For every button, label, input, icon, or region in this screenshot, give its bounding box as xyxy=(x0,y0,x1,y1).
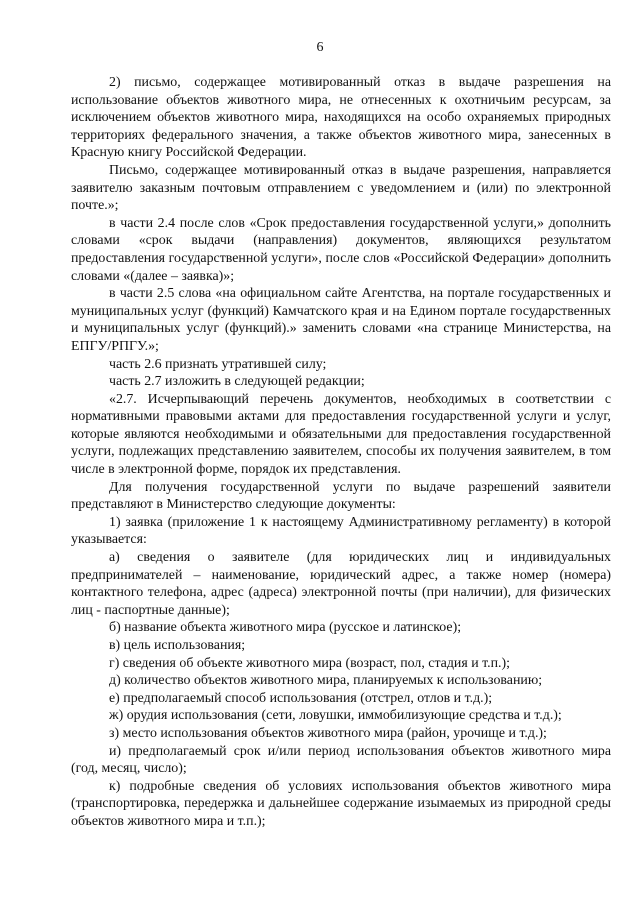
paragraph: и) предполагаемый срок и/или период использования объектов животного мира (год, месяц, число); xyxy=(71,743,611,777)
paragraph: з) место использования объектов животного мира (район, урочище и т.д.); xyxy=(109,725,547,741)
paragraph: Письмо, содержащее мотивированный отказ в выдаче разрешения, направляется заявителю заказным почтовым отправлением с уведомлением и (или) по электронной почте.»; xyxy=(71,162,611,214)
paragraph: ж) орудия использования (сети, ловушки, иммобилизующие средства и т.д.); xyxy=(109,708,562,724)
paragraph: е) предполагаемый способ использования (отстрел, отлов и т.д.); xyxy=(109,690,493,706)
paragraph: часть 2.7 изложить в следующей редакции; xyxy=(109,374,365,390)
paragraph: часть 2.6 признать утратившей силу; xyxy=(109,356,327,372)
paragraph: б) название объекта животного мира (русское и латинское); xyxy=(109,620,462,636)
paragraph: 1) заявка (приложение 1 к настоящему Административному регламенту) в которой указывается: xyxy=(71,514,611,548)
paragraph: к) подробные сведения об условиях использования объектов животного мира (транспортировка, передержка и дальнейшее содержание изымаемых из природной среды объектов животного мира и т.п.); xyxy=(71,778,611,829)
paragraph: а) сведения о заявителе (для юридических лиц и индивидуальных предпринимателей – наименование, юридический адрес, а также номер (номера) контактного телефона, адрес (адреса) электронной почты (при наличии), для физических лиц - паспортные данные); xyxy=(71,550,611,618)
paragraph: в части 2.5 слова «на официальном сайте Агентства, на портале государственных и муниципальных услуг (функций) Камчатского края и на Едином портале государственных и муниципальных услуг (функций).» заменить словами «на странице Министерства, на ЕПГУ/РПГУ.»; xyxy=(71,286,611,354)
paragraph: в) цель использования; xyxy=(109,638,246,653)
paragraph: г) сведения об объекте животного мира (возраст, пол, стадия и т.п.); xyxy=(109,655,511,671)
page-number: 6 xyxy=(316,40,324,55)
paragraph: в части 2.4 после слов «Срок предоставления государственной услуги,» дополнить словами «срок выдачи (направления) документов, являющихся результатом предоставления государственной услуги», после слов «Российской Федерации» дополнить словами «(далее – заявка)»; xyxy=(71,215,611,284)
paragraph: д) количество объектов животного мира, планируемых к использованию; xyxy=(109,673,543,689)
paragraph: «2.7. Исчерпывающий перечень документов, необходимых в соответствии с нормативными правовыми актами для предоставления государственной услуги и услуг, которые являются необходимыми и обязательными для предоставления государственной услуги, подлежащих представлению заявителем, способы их получения заявителем, в том числе в электронной форме, порядок их представления. xyxy=(71,391,611,478)
paragraph: Для получения государственной услуги по выдаче разрешений заявители представляют в Министерство следующие документы: xyxy=(71,479,611,513)
paragraph: 2) письмо, содержащее мотивированный отказ в выдаче разрешения на использование объектов животного мира, не отнесенных к охотничьим ресурсам, за исключением объектов животного мира, находящихся на особо охраняемых природных территориях федерального значения, а также объектов животного мира, занесенных в Красную книгу Российской Федерации. xyxy=(71,75,611,161)
document-body xyxy=(71,74,611,831)
